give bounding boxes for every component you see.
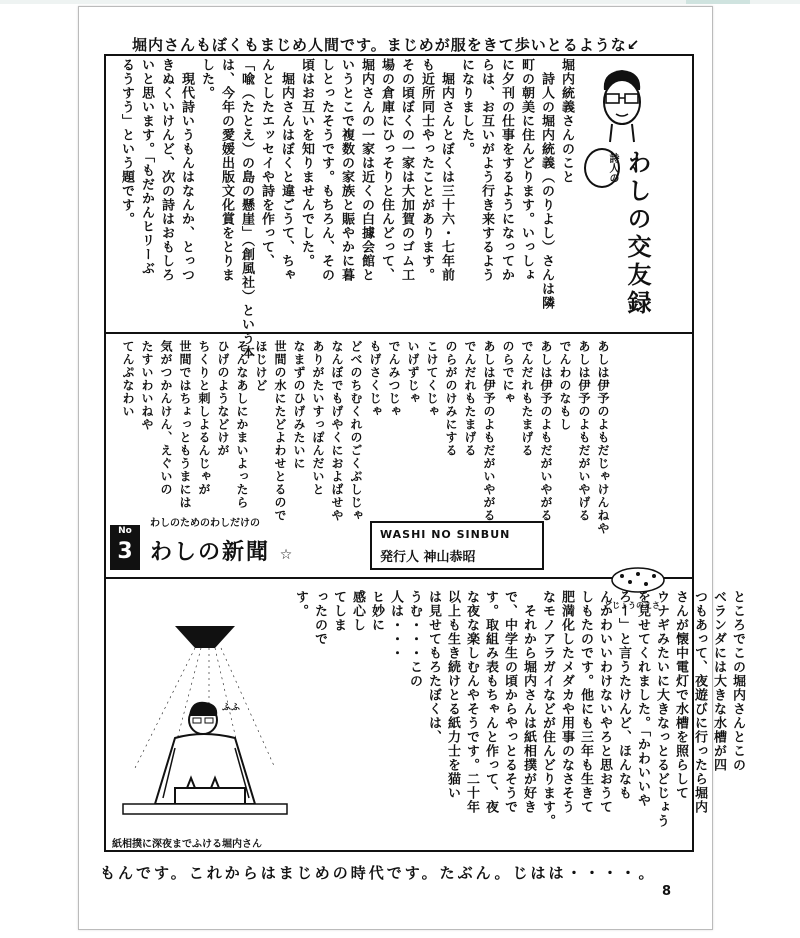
article-horiuchi-intro: 堀内統義さんのこと 詩人の堀内統義（のりよし）さんは隣 町の朝美に住んどります。いっしょ に夕刊の仕事をするようになってか らは、お互いがよう行き来するよう になりました。 堀内さんとぼくは三十六・七年前 も近所同士やったことがあります。 その頃ぼくの一家は大加賀のゴム工 場の倉庫にひっそりと住んどって、 堀内さんの一家は近くの白據会館と いうとこで複数の家族と賑やかに暮 しとったそうです。もちろん、その 頃はお互いを知りませんでした。 堀内さんはぼくと違ごうて、ちゃ んとしたエッセイや詩を作って、 「喩（たとえ）の島の懸崖」（創風社）という本 は、今年の愛媛出版文化賞をとりま した。 現代詩いうもんはなんか、とっつ きぬくいけんど、次の詩はおもしろ いと思います。「もだかんヒリーぶ るうすう」という題です。 <box>119 58 574 360</box>
browser-tab-indicator <box>686 0 750 4</box>
loach-doodle-label: どじょうのえさ <box>604 601 660 610</box>
newsletter-logo-text: わしの新聞 <box>150 540 271 565</box>
column-title-tag: 詩人の <box>584 148 620 188</box>
article-horiuchi-aquarium: ところでこの堀内さんとこの ベランダには大きな水槽が四 つもあって、夜遊びに行ったら堀内 さんが懐中電灯で水槽を照らして ウナギみたいに大きなっとるどじょう を見せてくれました。「かわいいや ろー」と言うたけんど、ほんなも んかわいいわけないやろと思おうて しもたのです。他にも三年も生きて 肥満化したメダカや用事のなさそう なモノアラガイなどが住んどります。 それから堀内さんは紙相撲が好き で、中学生の頃からやっとるそうで す。取組み表もちゃんと作って、夜 な夜な楽しむんやそうです。二十年 以上も生き続けとる紙力士を猫い は見せてもろたぼくは、 うむ・・・この 人は・・・ ヒ妙に 感心し てしま ったので す。 <box>293 590 745 828</box>
banner-subtitle: わしのためのわしだけの <box>150 518 260 529</box>
header-running-line: 堀内さんもぼくもまじめ人間です。まじめが服をきて歩いとるような↙ <box>132 36 641 54</box>
column-title: わしの交友録 <box>623 150 651 318</box>
illustration-caption: 紙相撲に深夜までふける堀内さん <box>112 839 262 850</box>
frame-left-border <box>104 54 106 852</box>
illustration-sfx: ふふ <box>222 703 241 713</box>
section-divider-lower <box>104 577 694 579</box>
publisher-romaji: WASHI NO SINBUN <box>380 528 511 541</box>
issue-number-badge <box>110 525 140 570</box>
issue-number: 3 <box>117 539 133 564</box>
paper-sumo-illustration <box>115 608 295 833</box>
publisher-name: 発行人 神山恭昭 <box>380 550 476 565</box>
frame-bottom-border <box>104 850 694 852</box>
author-portrait-icon <box>592 64 652 144</box>
newsletter-logo <box>150 535 294 566</box>
issue-number-prefix: No <box>118 526 132 536</box>
page-number: 8 <box>662 884 672 899</box>
star-icon: ☆ <box>279 547 295 563</box>
poem-mo-dakan: あしは伊予のよもだじゃけんねや あしは伊予のよもだがいやげる でんわのなもし あしは伊予のよもだがいやがる でんだれもたまげる のらでにゃ あしは伊予のよもだがいやがる でんだれもたまげる のらがのけみにする こけてくじゃ いげずじゃ でんみつじゃ もげさくじゃ どべのちむくれのごくぶしじゃ なんぼでもげやくにおよばせや ありがたいすっぽんだいと なまずのひげみたいに 世間の水にたどよわせとるので ほじけど そんなあしにかまいよったら ひげのようなどけが ちくりと刺しよるんじゃが 世間ではちょっともうまには 気がつかんけん、えぐいの たすいわいねや てんぷなわい <box>121 340 610 535</box>
browser-top-strip <box>0 0 800 4</box>
footer-running-line: もんです。これからはまじめの時代です。たぶん。じはは・・・・。 <box>100 864 657 882</box>
